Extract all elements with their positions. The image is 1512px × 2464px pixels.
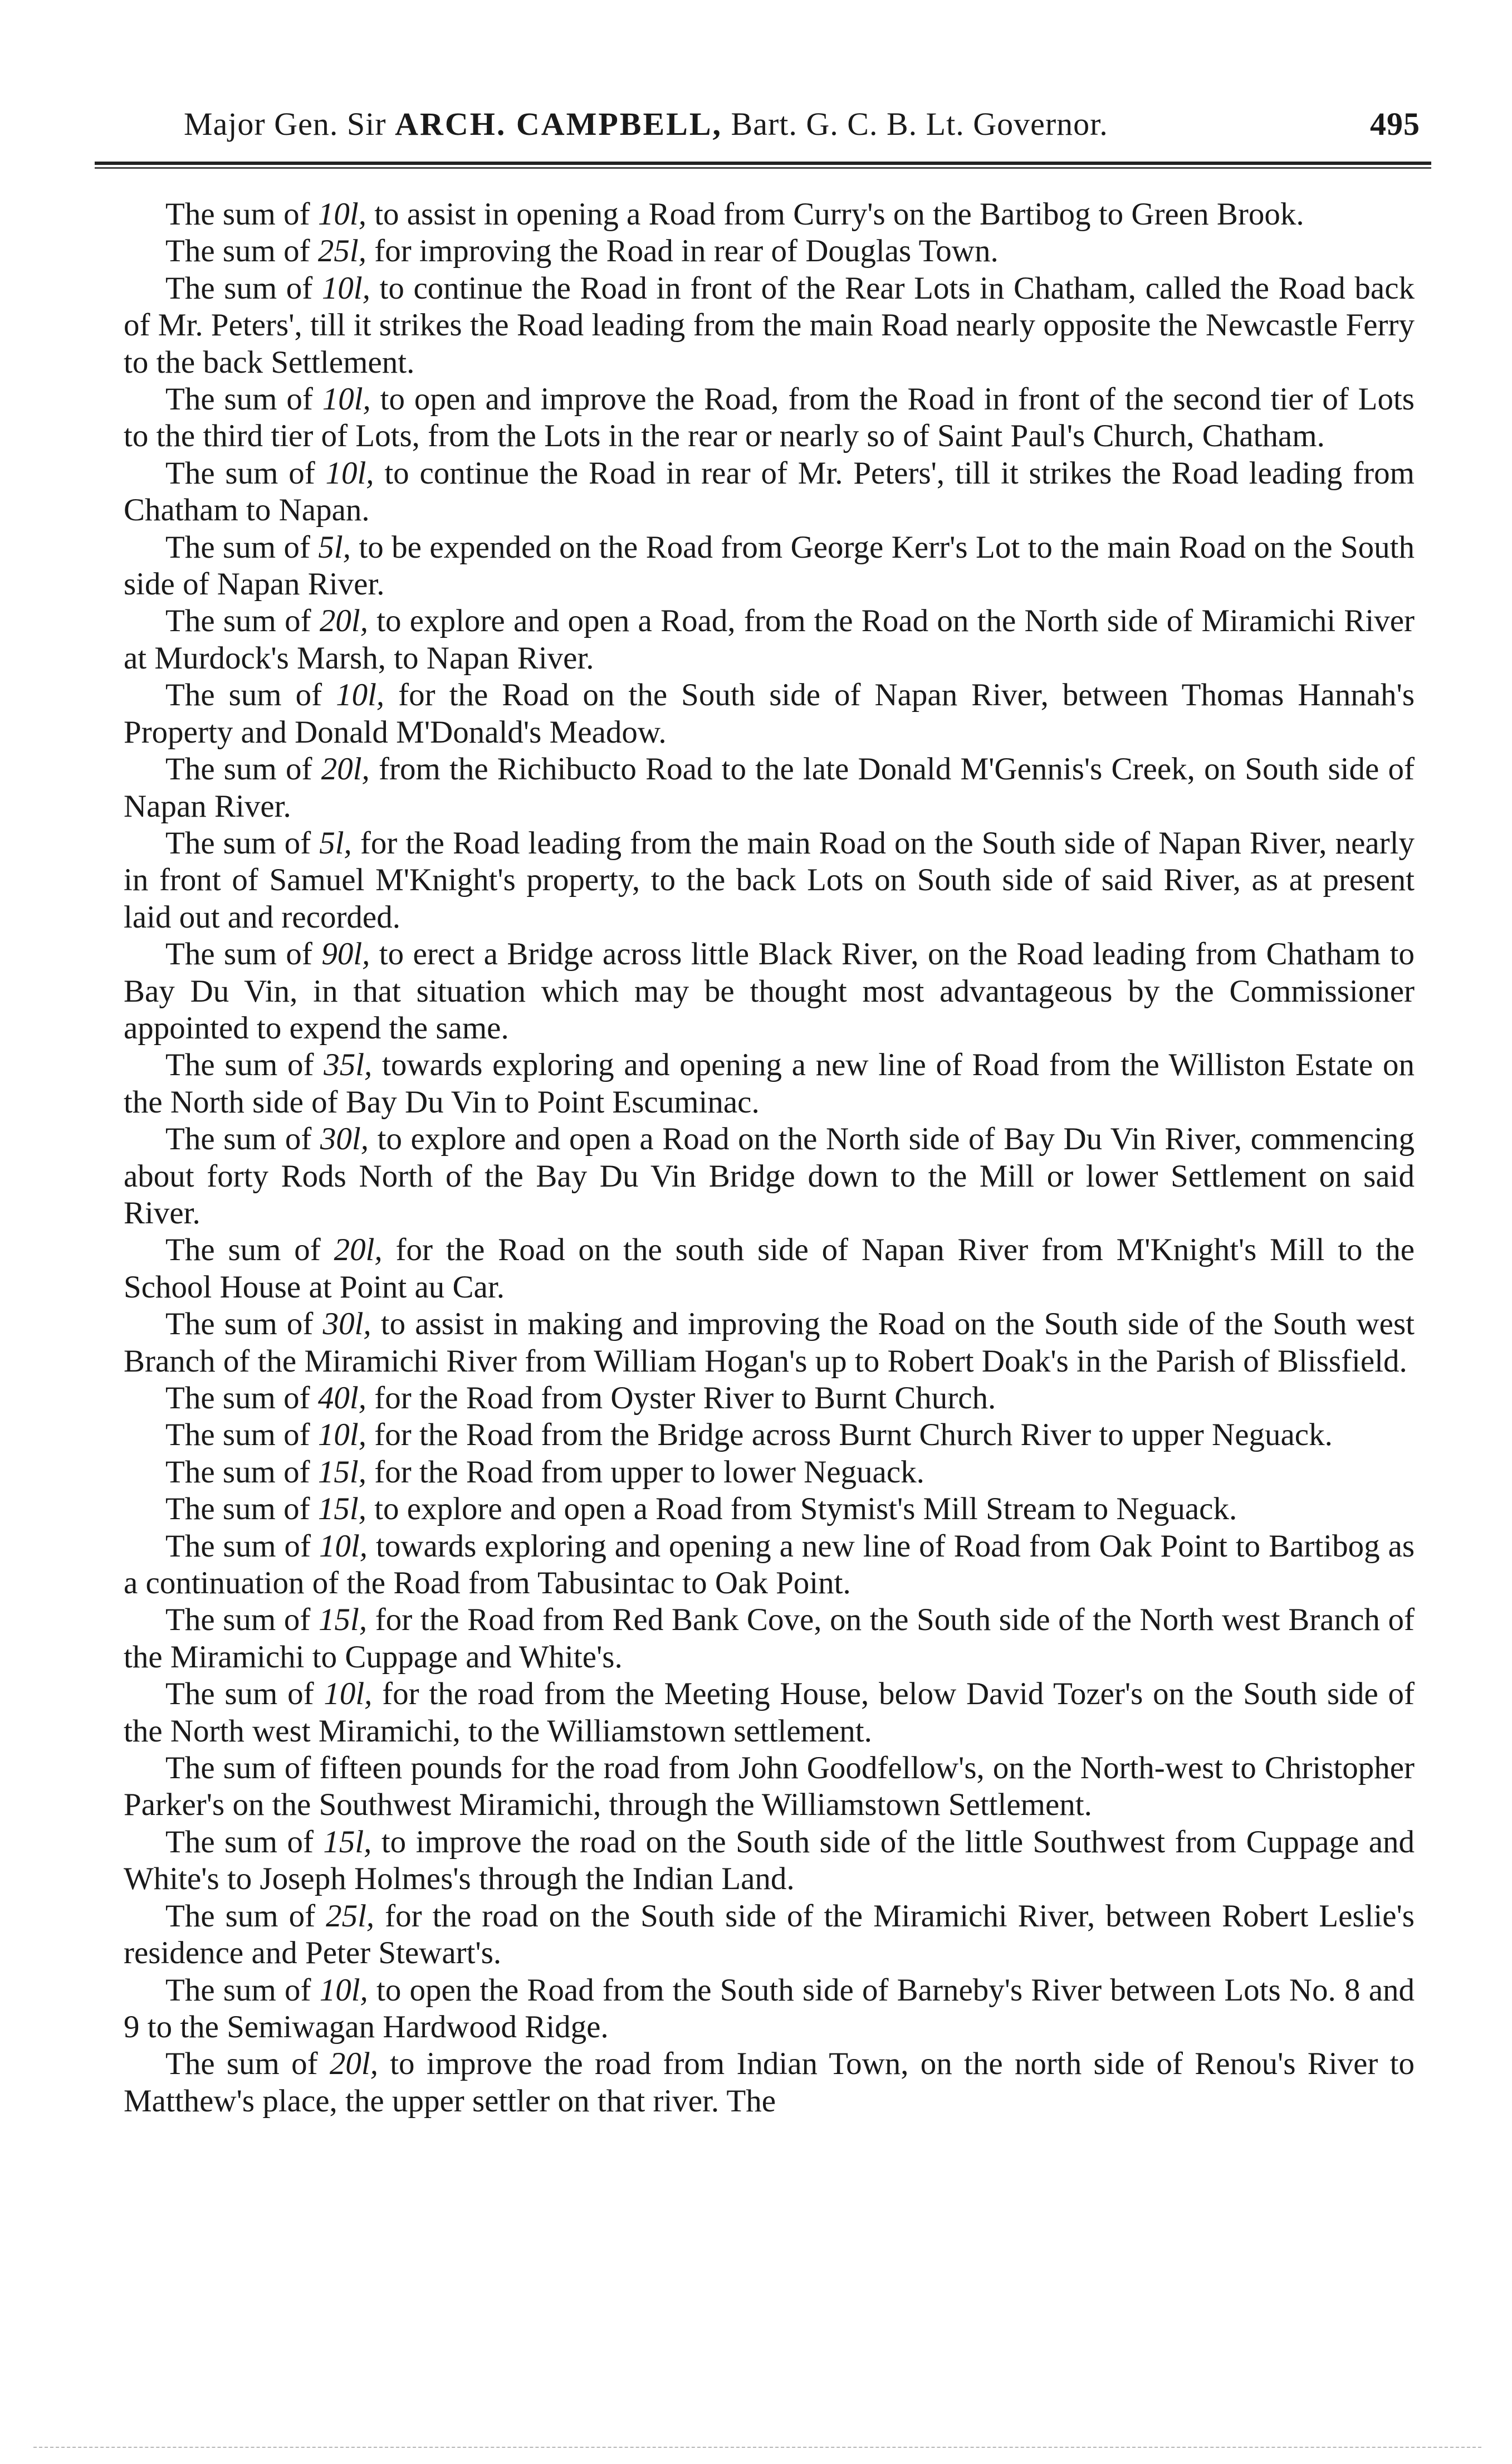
paragraph: The sum of 20l, for the Road on the south side of Napan River from M'Knight's Mill to the School House at Point au Car. [124,1232,1415,1305]
paragraph: The sum of 5l, for the Road leading from the main Road on the South side of Napan River, nearly in front of Samuel M'Knight's property, to the back Lots on South side of said River, as at present laid out and recorded. [124,825,1415,935]
paragraph: The sum of 10l, to open and improve the Road, from the Road in front of the second tier of Lots to the third tier of Lots, from the Lots in the rear or nearly so of Saint Paul's Church, Chatham. [124,382,1415,454]
paragraph: The sum of 15l, for the Road from Red Bank Cove, on the South side of the North west Branch of the Miramichi to Cuppage and White's. [124,1602,1415,1675]
paragraph: The sum of 20l, from the Richibucto Road to the late Donald M'Gennis's Creek, on South side of Napan River. [124,752,1415,824]
paragraph: The sum of 20l, to improve the road from Indian Town, on the north side of Renou's River to Matthew's place, the upper settler on that river. The [124,2046,1415,2119]
paragraph: The sum of 25l, for improving the Road in rear of Douglas Town. [165,233,999,269]
paragraph: The sum of 15l, for the Road from upper to lower Neguack. [165,1454,924,1490]
paragraph: The sum of fifteen pounds for the road from John Goodfellow's, on the North-west to Christopher Parker's on the Southwest Miramichi, through the Williamstown Settlement. [124,1750,1415,1823]
page-number: 495 [1370,106,1420,142]
paragraph: The sum of 10l, to continue the Road in rear of Mr. Peters', till it strikes the Road leading from Chatham to Napan. [124,455,1415,528]
paragraph: The sum of 40l, for the Road from Oyster River to Burnt Church. [165,1380,996,1416]
running-head [184,99,1420,149]
paragraph: The sum of 90l, to erect a Bridge across little Black River, on the Road leading from Chatham to Bay Du Vin, in that situation which may be thought most advantageous by the Commissioner appointed to expend the same. [124,936,1415,1046]
paragraph: The sum of 10l, for the Road from the Bridge across Burnt Church River to upper Neguack. [165,1417,1333,1453]
paragraph: The sum of 5l, to be expended on the Road from George Kerr's Lot to the main Road on the South side of Napan River. [124,529,1415,602]
paragraph: The sum of 25l, for the road on the South side of the Miramichi River, between Robert Leslie's residence and Peter Stewart's. [124,1898,1415,1971]
header-rule [95,162,1431,169]
paragraph: The sum of 15l, to explore and open a Road from Stymist's Mill Stream to Neguack. [165,1491,1237,1527]
title-suffix: Bart. G. C. B. Lt. Governor. [722,106,1108,142]
paragraph: The sum of 10l, for the road from the Meeting House, below David Tozer's on the South side of the North west Miramichi, to the Williamstown settlement. [124,1676,1415,1749]
paragraph: The sum of 35l, towards exploring and opening a new line of Road from the Williston Estate on the North side of Bay Du Vin to Point Escuminac. [124,1047,1415,1120]
body-text [124,196,1415,2120]
paragraph: The sum of 30l, to explore and open a Road on the North side of Bay Du Vin River, commencing about forty Rods North of the Bay Du Vin Bridge down to the Mill or lower Settlement on said River. [124,1121,1415,1231]
footer-rule [33,2447,1481,2448]
paragraph: The sum of 10l, for the Road on the South side of Napan River, between Thomas Hannah's Property and Donald M'Donald's Meadow. [124,677,1415,750]
paragraph: The sum of 30l, to assist in making and improving the Road on the South side of the South west Branch of the Miramichi River from William Hogan's up to Robert Doak's in the Parish of Blissfield. [124,1306,1415,1379]
title-name: ARCH. CAMPBELL, [395,106,723,142]
paragraph: The sum of 10l, to open the Road from the South side of Barneby's River between Lots No. 8 and 9 to the Semiwagan Hardwood Ridge. [124,1972,1415,2045]
running-title [184,99,1108,149]
title-prefix: Major Gen. Sir [184,106,395,142]
paragraph: The sum of 15l, to improve the road on the South side of the little Southwest from Cuppage and White's to Joseph Holmes's through the Indian Land. [124,1824,1415,1897]
paragraph: The sum of 10l, towards exploring and opening a new line of Road from Oak Point to Bartibog as a continuation of the Road from Tabusintac to Oak Point. [124,1528,1415,1601]
paragraph: The sum of 20l, to explore and open a Road, from the Road on the North side of Miramichi River at Murdock's Marsh, to Napan River. [124,603,1415,676]
paragraph: The sum of 10l, to assist in opening a Road from Curry's on the Bartibog to Green Brook. [165,197,1304,232]
paragraph: The sum of 10l, to continue the Road in front of the Rear Lots in Chatham, called the Road back of Mr. Peters', till it strikes the Road leading from the main Road nearly opposite the Newcastle Ferry to the back Settlement. [124,270,1415,380]
